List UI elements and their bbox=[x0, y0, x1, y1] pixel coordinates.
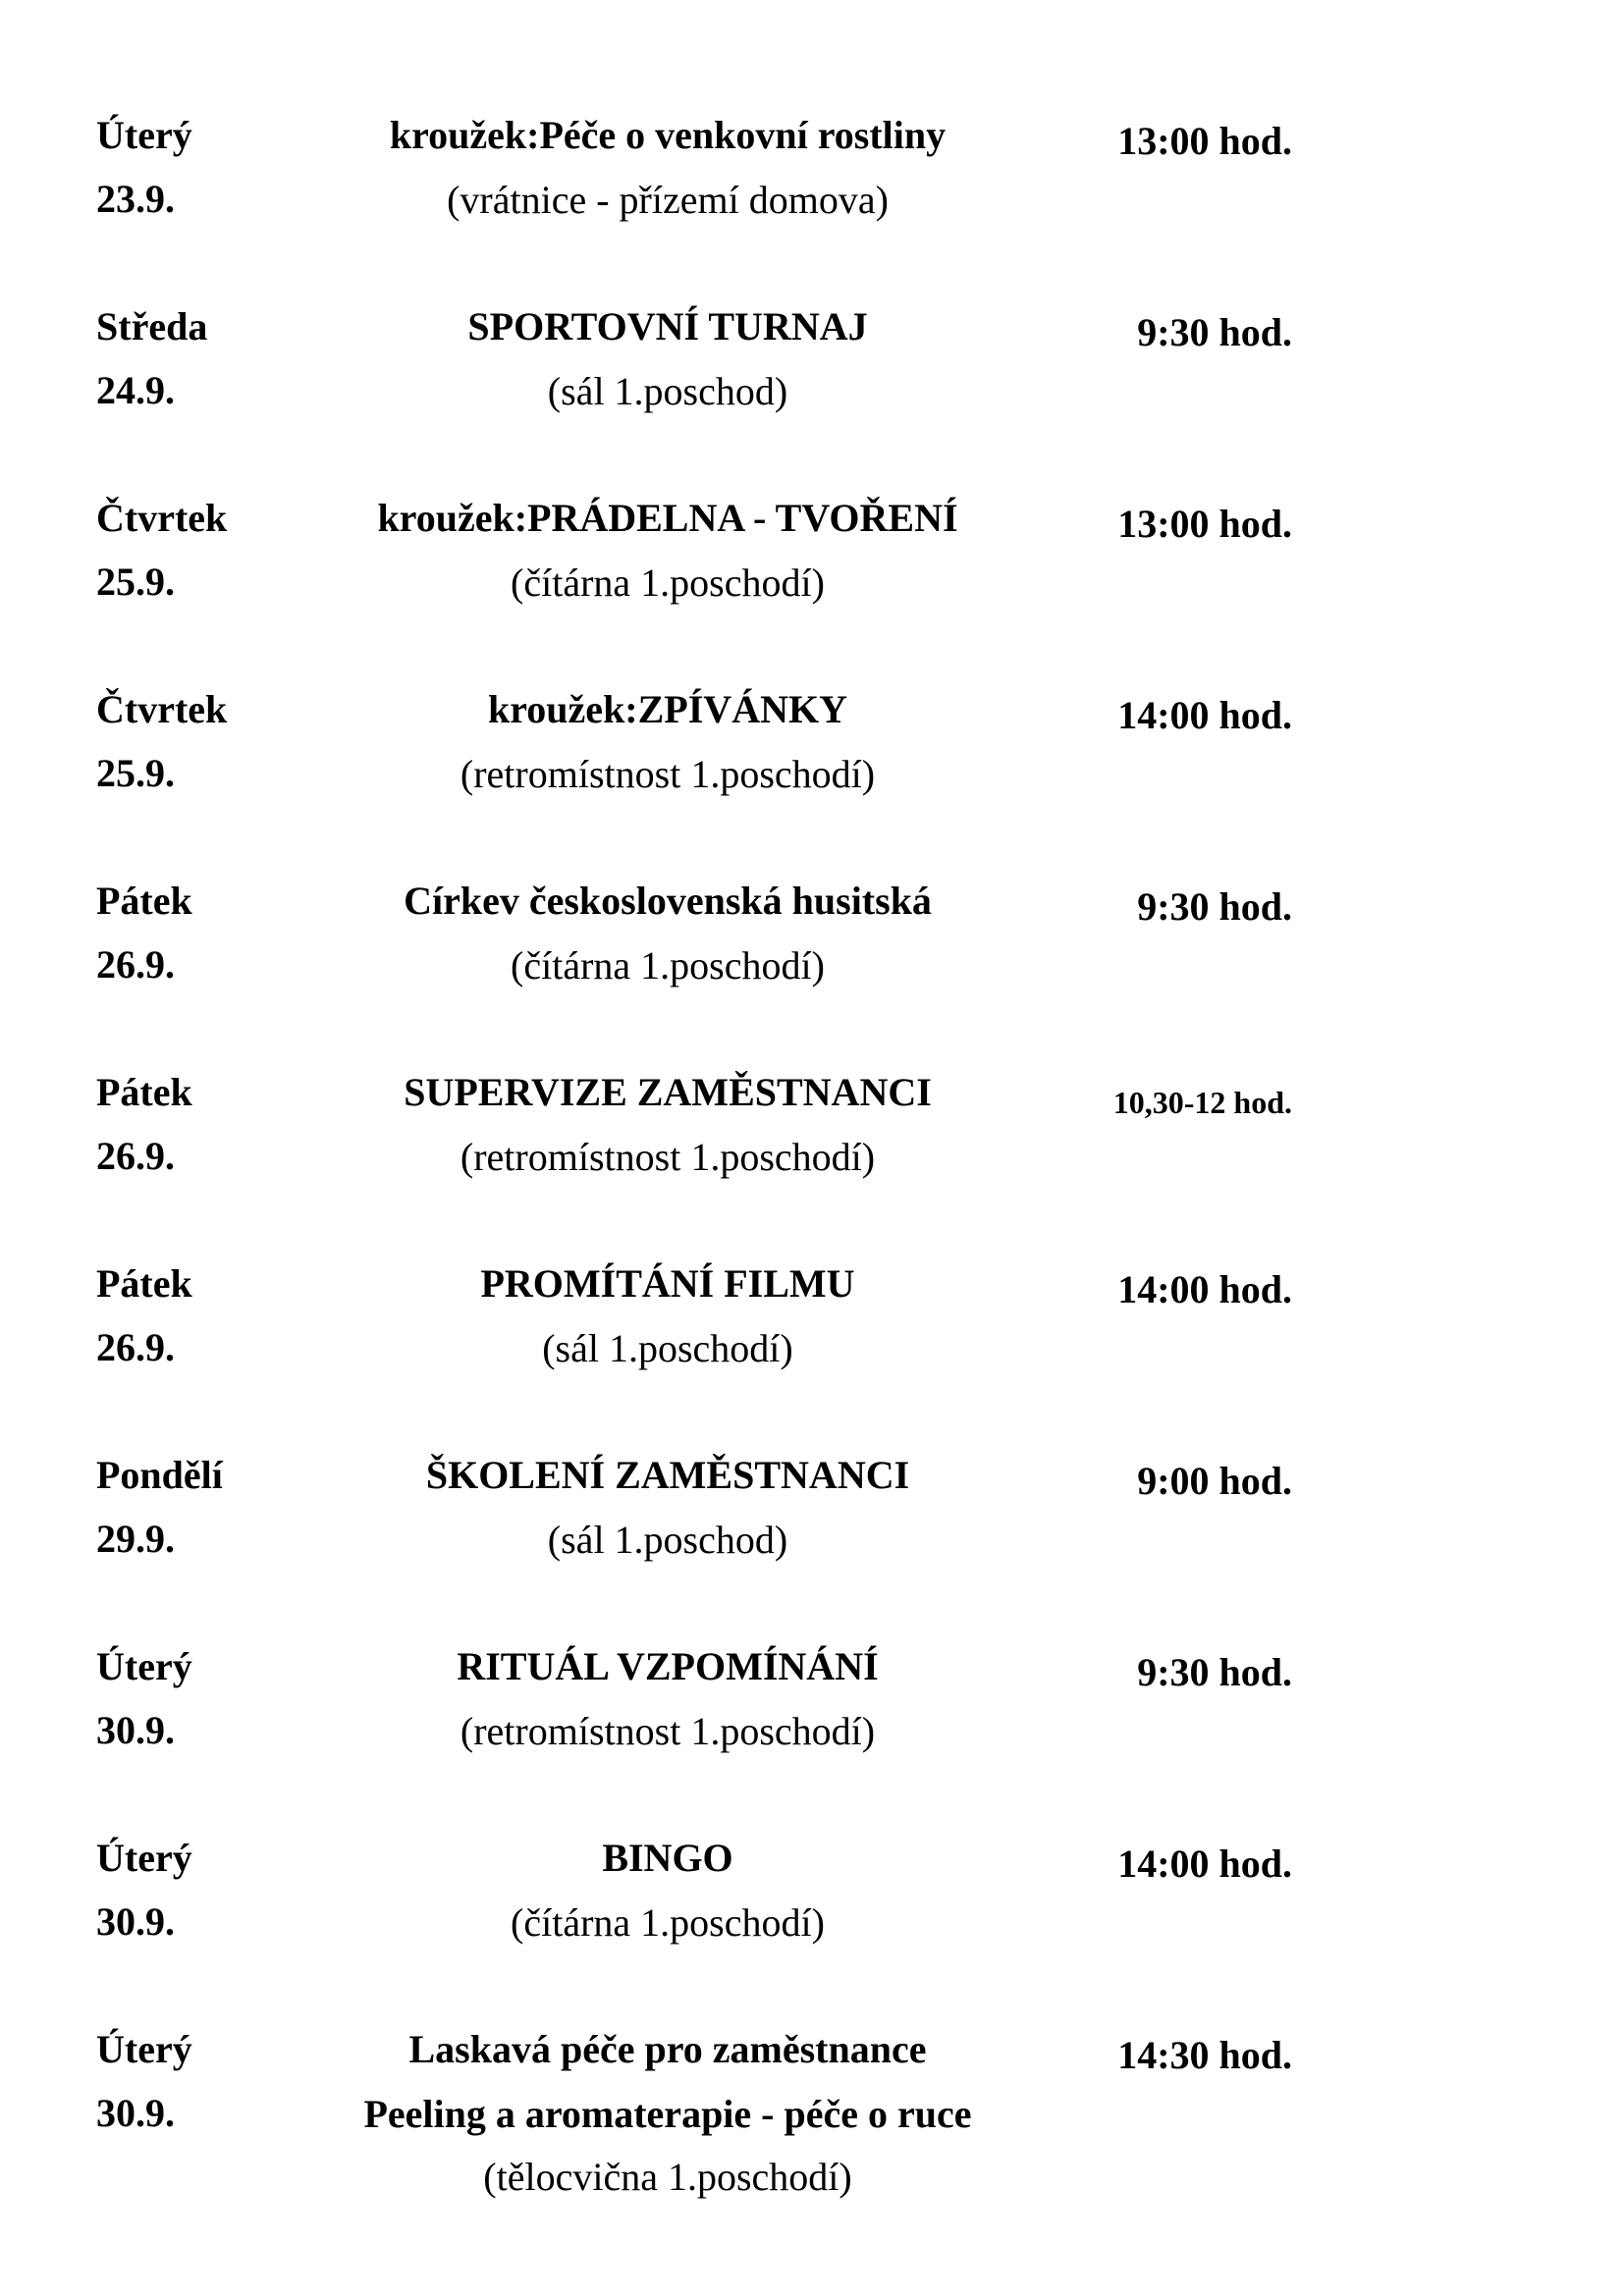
entry-place: (retromístnost 1.poschodí) bbox=[460, 752, 876, 796]
entry-day: Pátek bbox=[96, 1261, 192, 1306]
entry-time: 14:00 hod. bbox=[1117, 1267, 1292, 1311]
entry-subtitle: Peeling a aromaterapie - péče o ruce bbox=[363, 2092, 972, 2136]
entry-place: (retromístnost 1.poschodí) bbox=[460, 1709, 876, 1753]
entry-title: Církev československá husitská bbox=[404, 879, 932, 923]
entry-day: Čtvrtek bbox=[96, 496, 228, 540]
entry-day: Středa bbox=[96, 304, 208, 348]
entry-title: ŠKOLENÍ ZAMĚSTNANCI bbox=[425, 1453, 910, 1497]
entry-title: kroužek:ZPÍVÁNKY bbox=[488, 687, 847, 731]
entry-date: 25.9. bbox=[96, 751, 175, 795]
entry-date: 29.9. bbox=[96, 1517, 175, 1561]
entry-time: 9:30 hod. bbox=[1137, 884, 1292, 929]
entry-time: 10,30-12 hod. bbox=[1112, 1085, 1292, 1120]
entry-time: 13:00 hod. bbox=[1117, 119, 1292, 163]
entry-date: 26.9. bbox=[96, 1134, 175, 1178]
entry-date: 25.9. bbox=[96, 560, 175, 604]
entry-date: 26.9. bbox=[96, 942, 175, 987]
entry-title: kroužek:Péče o venkovní rostliny bbox=[389, 113, 947, 157]
entry-date: 30.9. bbox=[96, 1708, 175, 1752]
entry-place: (čítárna 1.poschodí) bbox=[511, 943, 825, 988]
entry-time: 9:00 hod. bbox=[1137, 1459, 1292, 1503]
entry-title: SUPERVIZE ZAMĚSTNANCI bbox=[404, 1070, 932, 1114]
entry-time: 14:00 hod. bbox=[1117, 1842, 1292, 1886]
entry-day: Pondělí bbox=[96, 1453, 223, 1497]
entry-place: (sál 1.poschod) bbox=[547, 369, 788, 413]
entry-day: Čtvrtek bbox=[96, 687, 228, 731]
entry-date: 26.9. bbox=[96, 1325, 175, 1369]
entry-place: (vrátnice - přízemí domova) bbox=[447, 178, 889, 222]
entry-date: 30.9. bbox=[96, 2091, 175, 2135]
entry-day: Úterý bbox=[96, 2027, 192, 2071]
entry-day: Úterý bbox=[96, 1836, 192, 1880]
entry-title: RITUÁL VZPOMÍNÁNÍ bbox=[457, 1644, 879, 1688]
entry-place: (tělocvična 1.poschodí) bbox=[483, 2155, 852, 2199]
entry-title: PROMÍTÁNÍ FILMU bbox=[480, 1261, 855, 1306]
entry-day: Pátek bbox=[96, 879, 192, 923]
entry-day: Úterý bbox=[96, 113, 192, 157]
entry-day: Úterý bbox=[96, 1644, 192, 1688]
entry-time: 13:00 hod. bbox=[1117, 502, 1292, 546]
entry-time: 9:30 hod. bbox=[1137, 1650, 1292, 1694]
entry-date: 30.9. bbox=[96, 1899, 175, 1944]
entry-title: BINGO bbox=[602, 1836, 733, 1880]
entry-time: 9:30 hod. bbox=[1137, 310, 1292, 354]
entry-title: SPORTOVNÍ TURNAJ bbox=[467, 304, 868, 348]
entry-place: (čítárna 1.poschodí) bbox=[511, 561, 825, 605]
entry-time: 14:00 hod. bbox=[1117, 693, 1292, 737]
entry-place: (retromístnost 1.poschodí) bbox=[460, 1135, 876, 1179]
entry-place: (sál 1.poschodí) bbox=[542, 1326, 793, 1370]
entry-title: kroužek:PRÁDELNA - TVOŘENÍ bbox=[377, 496, 958, 540]
entry-place: (sál 1.poschod) bbox=[547, 1518, 788, 1562]
entry-place: (čítárna 1.poschodí) bbox=[511, 1900, 825, 1945]
entry-time: 14:30 hod. bbox=[1117, 2033, 1292, 2077]
entry-date: 23.9. bbox=[96, 177, 175, 221]
entry-day: Pátek bbox=[96, 1070, 192, 1114]
entry-title: Laskavá péče pro zaměstnance bbox=[408, 2027, 927, 2071]
entry-date: 24.9. bbox=[96, 368, 175, 412]
